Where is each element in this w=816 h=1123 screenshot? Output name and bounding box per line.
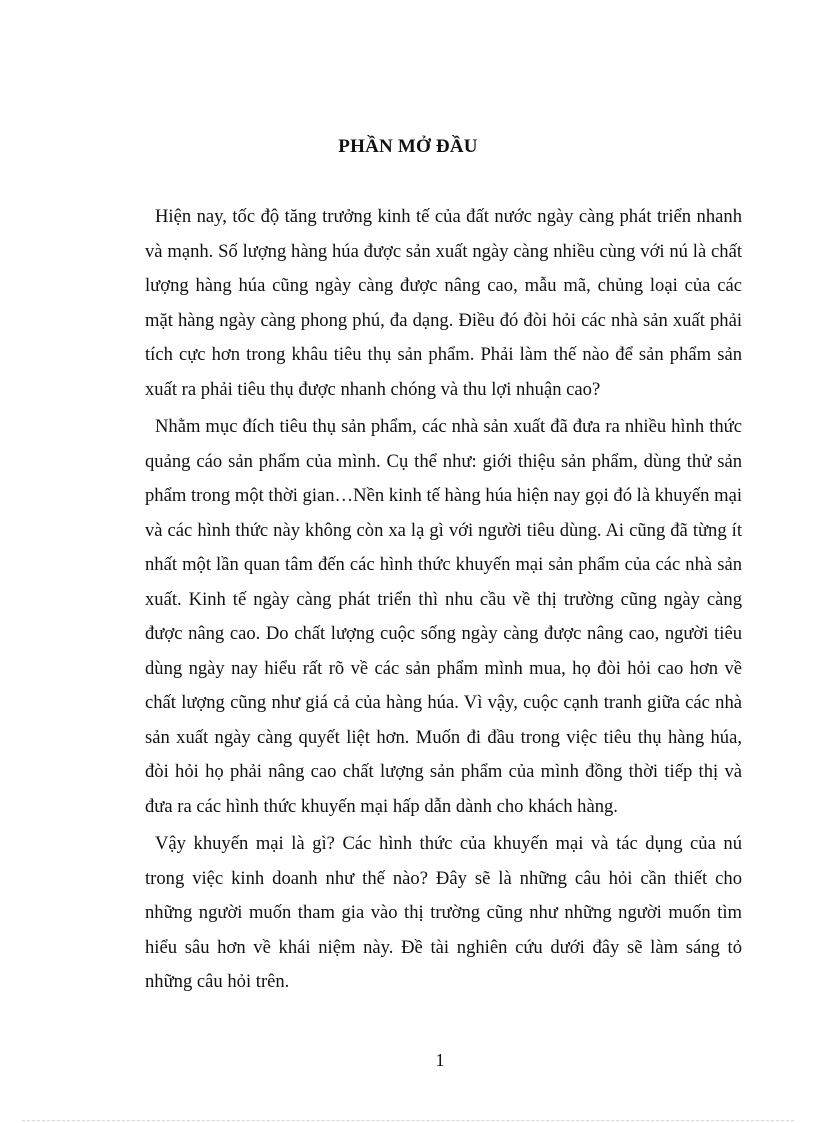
paragraph-3: Vậy khuyến mại là gì? Các hình thức của khuyến mại và tác dụng của nú trong việc kinh doanh như thế nào? Đây sẽ là những câu hỏi cần thiết cho những người muốn tham gia vào thị trường cũng như những người muốn tìm hiểu sâu hơn về khái niệm này. Đề tài nghiên cứu dưới đây sẽ làm sáng tỏ những câu hỏi trên. <box>145 833 742 992</box>
body-text <box>145 200 742 1003</box>
paragraph-2: Nhằm mục đích tiêu thụ sản phẩm, các nhà sản xuất đã đưa ra nhiều hình thức quảng cáo sản phẩm của mình. Cụ thể như: giới thiệu sản phẩm, dùng thử sản phẩm trong một thời gian…Nền kinh tế hàng húa hiện nay gọi đó là khuyến mại và các hình thức này không còn xa lạ gì với người tiêu dùng. Ai cũng đã từng ít nhất một lần quan tâm đến các hình thức khuyến mại sản phẩm của các nhà sản xuất. Kinh tế ngày càng phát triển thì nhu cầu về thị trường cũng ngày càng được nâng cao. Do chất lượng cuộc sống ngày càng được nâng cao, người tiêu dùng ngày nay hiểu rất rõ về các sản phẩm mình mua, họ đòi hỏi cao hơn về chất lượng cũng như giá cả của hàng húa. Vì vậy, cuộc cạnh tranh giữa các nhà sản xuất ngày càng quyết liệt hơn. Muốn đi đầu trong việc tiêu thụ hàng húa, đòi hỏi họ phải nâng cao chất lượng sản phẩm của mình đồng thời tiếp thị và đưa ra các hình thức khuyến mại hấp dẫn dành cho khách hàng. <box>145 416 742 817</box>
paragraph-1: Hiện nay, tốc độ tăng trưởng kinh tế của đất nước ngày càng phát triển nhanh và mạnh. Số lượng hàng húa được sản xuất ngày càng nhiều cùng với nú là chất lượng hàng húa cũng ngày càng được nâng cao, mẫu mã, chủng loại của các mặt hàng ngày càng phong phú, đa dạng. Điều đó đòi hỏi các nhà sản xuất phải tích cực hơn trong khâu tiêu thụ sản phẩm. Phải làm thế nào để sản phẩm sản xuất ra phải tiêu thụ được nhanh chóng và thu lợi nhuận cao? <box>145 206 742 400</box>
page-number: 1 <box>435 1050 445 1070</box>
footer-divider <box>22 1120 794 1121</box>
page-title: PHẦN MỞ ĐẦU <box>338 136 478 157</box>
